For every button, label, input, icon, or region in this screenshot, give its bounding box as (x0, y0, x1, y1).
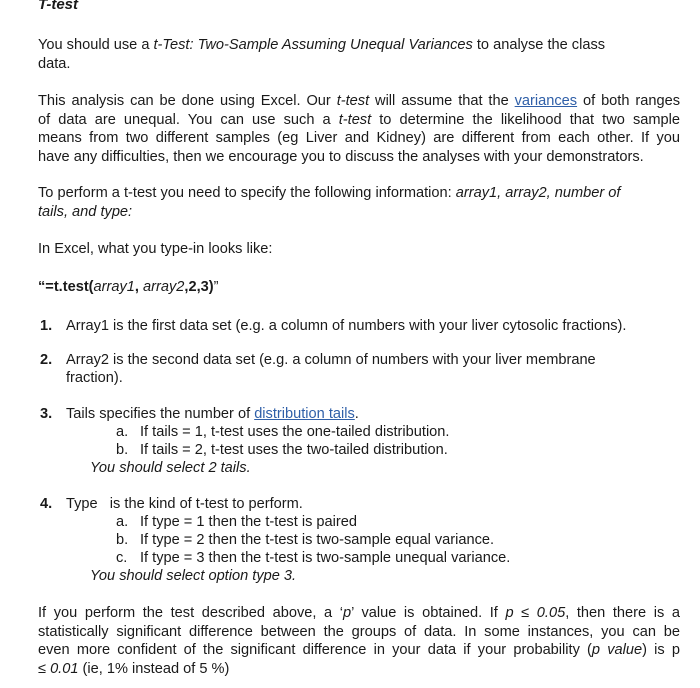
list-item-2: 2. Array2 is the second data set (e.g. a column of numbers with your liver membrane (40, 352, 596, 368)
perform-paragraph: To perform a t-test you need to specify the following information: array1, array2, number of tails, and type: (38, 185, 621, 220)
page-title: T-test (38, 0, 79, 13)
list-item-3: 3. Tails specifies the number of distribution tails. (40, 406, 359, 422)
intro-paragraph: You should use a t-Test: Two-Sample Assuming Unequal Variances to analyse the class data. (38, 37, 606, 72)
sub-item-3a: a. If tails = 1, t-test uses the one-tailed distribution. (116, 424, 450, 440)
sub-item-3b: b. If tails = 2, t-test uses the two-tailed distribution. (116, 442, 448, 458)
tails-note: You should select 2 tails. (90, 460, 251, 476)
excel-intro: In Excel, what you type-in looks like: (38, 241, 273, 257)
conclusion-paragraph: If you perform the test described above, a ‘p’ value is obtained. If p ≤ 0.05, then there is a statistically significant difference between the groups of data. In some instances, you can be even more confident of the significant difference in your data if your probability (p value) is p ≤ 0.01 (ie, 1% instead of 5 %) (38, 605, 681, 677)
sub-item-4c: c. If type = 3 then the t-test is two-sample unequal variance. (116, 550, 511, 566)
test-name: t-Test: Two-Sample Assuming Unequal Variances (153, 37, 473, 53)
analysis-paragraph: This analysis can be done using Excel. Our t-test will assume that the variances of both ranges of data are unequal. You can use such a t-test to determine the likelihood that two sample means from two different samples (eg Liver and Kidney) are different from each other. If you have any difficulties, then we encourage you to discuss the analyses with your demonstrators. (38, 93, 680, 165)
variances-link[interactable]: variances (514, 93, 578, 109)
excel-formula: “=t.test(array1, array2,2,3)” (38, 279, 219, 295)
sub-item-4b: b. If type = 2 then the t-test is two-sample equal variance. (116, 532, 495, 548)
type-note: You should select option type 3. (90, 568, 297, 584)
list-item-4: 4. Type is the kind of t-test to perform. (40, 496, 303, 512)
sub-item-4a: a. If type = 1 then the t-test is paired (116, 514, 358, 530)
list-item-2-cont: fraction). (66, 370, 123, 386)
list-item-1: 1. Array1 is the first data set (e.g. a column of numbers with your liver cytosolic fractions). (40, 318, 627, 334)
distribution-tails-link[interactable]: distribution tails (254, 406, 355, 422)
